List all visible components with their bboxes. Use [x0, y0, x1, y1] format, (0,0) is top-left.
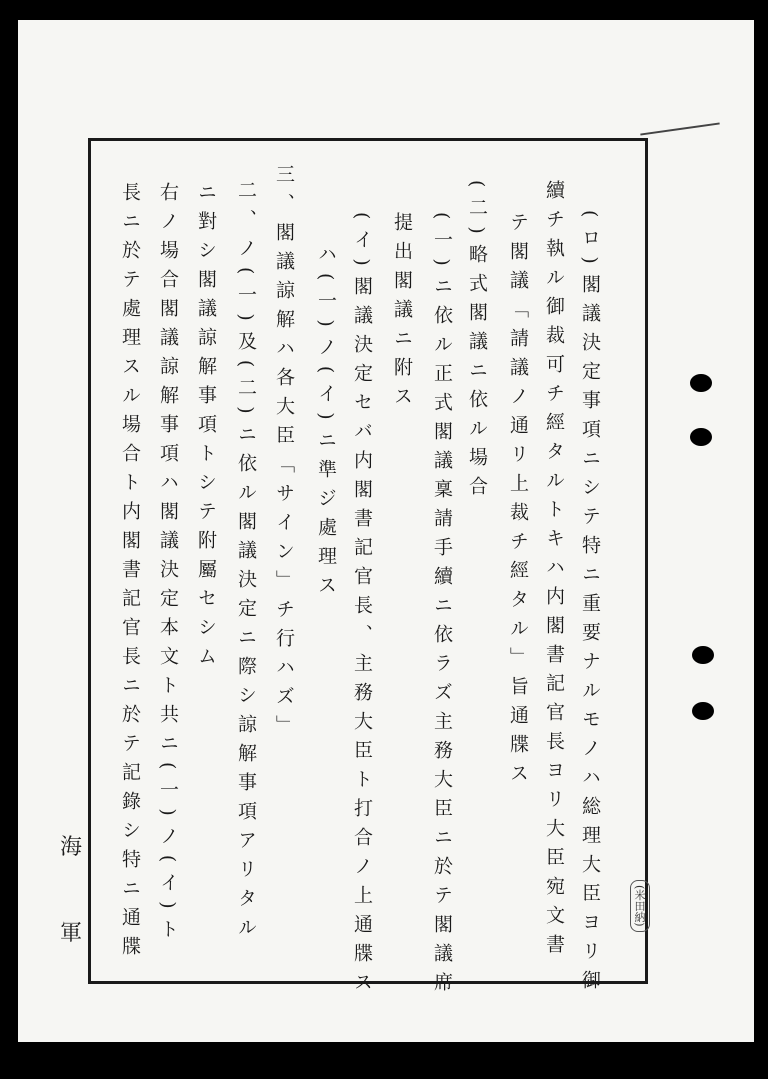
- text-column: ハ(一)ノ(イ)ニ準ジ處理ス: [315, 244, 337, 604]
- text-column: (イ)閣議決定セバ内閣書記官長、主務大臣ト打合ノ上通牒ス: [351, 212, 373, 1001]
- text-column: テ閣議「請議ノ通リ上裁チ經タル」旨通牒ス: [507, 212, 529, 792]
- text-column: (二)略式閣議ニ依ル場合: [466, 180, 488, 505]
- archive-stamp: (米田納): [630, 880, 650, 932]
- text-column: 長ニ於テ處理スル場合ト内閣書記官長ニ於テ記錄シ特ニ通牒: [119, 182, 141, 965]
- punch-hole: [690, 428, 712, 446]
- text-column: 二、ノ(一)及(二)ニ依ル閣議決定ニ際シ諒解事項アリタル: [235, 180, 257, 946]
- text-column: 提出閣議ニ附ス: [391, 212, 413, 415]
- text-column: (ロ)閣議決定事項ニシテ特ニ重要ナルモノハ総理大臣ヨリ御: [579, 210, 601, 999]
- text-column: (一)ニ依ル正式閣議稟請手續ニ依ラズ主務大臣ニ於テ閣議席: [431, 212, 453, 1001]
- text-column: 右ノ場合閣議諒解事項ハ閣議決定本文ト共ニ(一)ノ(イ)ト: [157, 182, 179, 948]
- text-column: ニ對シ閣議諒解事項トシテ附屬セシム: [195, 182, 217, 675]
- punch-hole: [690, 374, 712, 392]
- text-column: 續チ執ル御裁可チ經タルトキハ内閣書記官長ヨリ大臣宛文書: [543, 180, 565, 963]
- side-label-bottom: 軍: [60, 921, 83, 946]
- text-column: 三、閣議諒解ハ各大臣「サイン」チ行ハズ」: [273, 164, 295, 744]
- punch-hole: [692, 702, 714, 720]
- punch-hole: [692, 646, 714, 664]
- page-margin: [700, 20, 754, 1042]
- side-label-top: 海: [60, 835, 83, 860]
